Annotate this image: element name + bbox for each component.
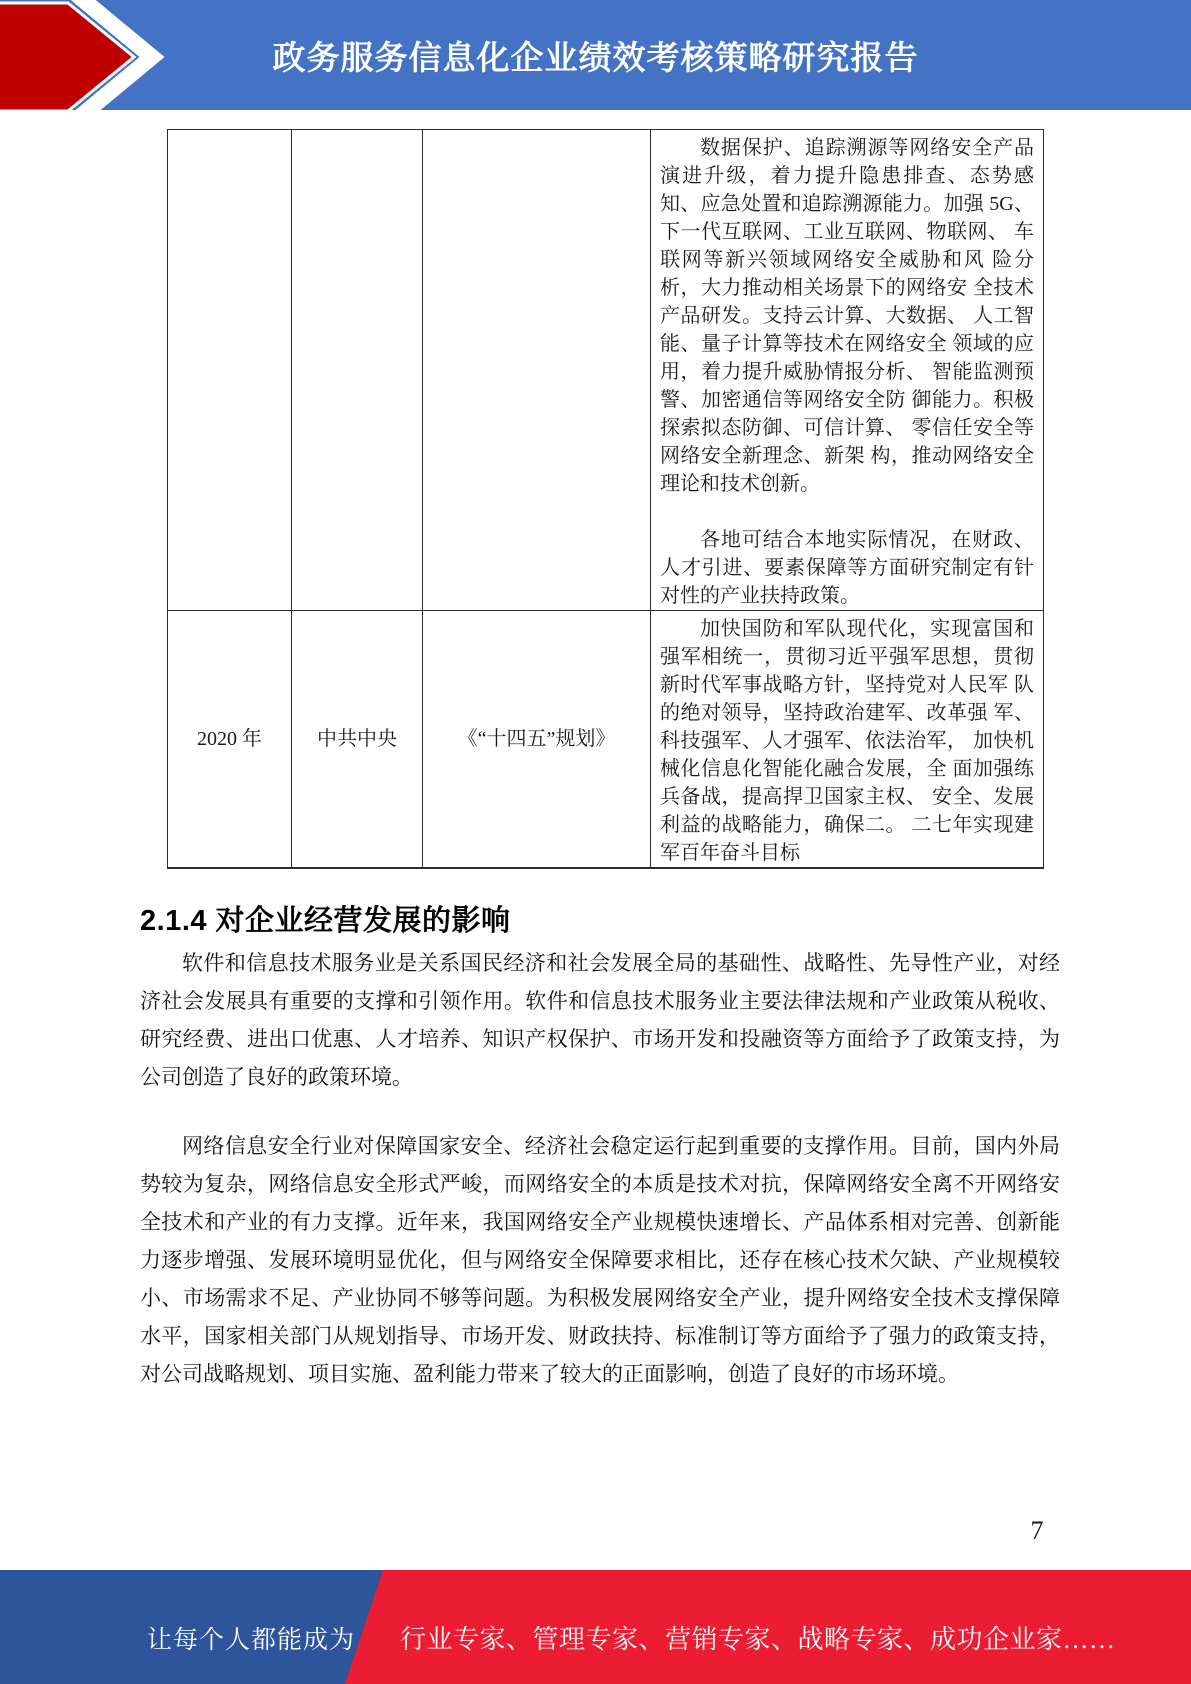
body-text <box>140 944 1060 1393</box>
cell-policy: 《“十四五”规划》 <box>423 611 651 869</box>
table-row <box>168 130 1044 611</box>
header-banner <box>0 0 1191 110</box>
policy-content-paragraph: 各地可结合本地实际情况，在财政、人才引进、要素保障等方面研究制定有针 对性的产业扶持政策。 <box>660 529 1034 607</box>
cell-policy <box>423 130 651 611</box>
cell-content <box>651 611 1044 869</box>
policy-content-paragraph: 数据保护、追踪溯源等网络安全产品演进升级，着力提升隐患排查、态势感知、应急处置和追踪溯源能力。加强 5G、 下一代互联网、工业互联网、物联网、 车联网等新兴领域网络安全威胁和风 险分析，大力推动相关场景下的网络安 全技术产品研发。支持云计算、大数据、 人工智能、量子计算等技术在网络安全 领域的应用，着力提升威胁情报分析、 智能监测预警、加密通信等网络安全防 御能力。积极探索拟态防御、可信计算、 零信任安全等网络安全新理念、新架 构，推动网络安全理论和技术创新。 <box>660 137 1034 495</box>
body-paragraph: 网络信息安全行业对保障国家安全、经济社会稳定运行起到重要的支撑作用。目前，国内外局势较为复杂，网络信息安全形式严峻，而网络安全的本质是技术对抗，保障网络安全离不开网络安全技术和产业的有力支撑。近年来，我国网络安全产业规模快速增长、产品体系相对完善、创新能力逐步增强、发展环境明显优化，但与网络安全保障要求相比，还存在核心技术欠缺、产业规模较小、市场需求不足、产业协同不够等问题。为积极发展网络安全产业，提升网络安全技术支撑保障水平，国家相关部门从规划指导、市场开发、财政扶持、标准制订等方面给予了强力的政策支持，对公司战略规划、项目实施、盈利能力带来了较大的正面影响，创造了良好的市场环境。 <box>140 1134 1060 1386</box>
report-title: 政务服务信息化企业绩效考核策略研究报告 <box>272 38 919 76</box>
footer-banner <box>0 1570 1191 1684</box>
footer-slogan-right: 行业专家、管理专家、营销专家、战略专家、成功企业家…… <box>400 1625 1116 1654</box>
section-heading: 2.1.4 对企业经营发展的影响 <box>140 905 511 937</box>
policy-content-paragraph: 加快国防和军队现代化，实现富国和强军相统一，贯彻习近平强军思想，贯彻 新时代军事战略方针，坚持党对人民军 队的绝对领导，坚持政治建军、改革强 军、科技强军、人才强军、依法治军， 加快机械化信息化智能化融合发展，全 面加强练兵备战，提高捍卫国家主权、 安全、发展利益的战略能力，确保二。 二七年实现建军百年奋斗目标 <box>660 618 1034 864</box>
body-paragraph: 软件和信息技术服务业是关系国民经济和社会发展全局的基础性、战略性、先导性产业，对经济社会发展具有重要的支撑和引领作用。软件和信息技术服务业主要法律法规和产业政策从税收、研究经费、进出口优惠、人才培养、知识产权保护、市场开发和投融资等方面给予了政策支持，为公司创造了良好的政策环境。 <box>140 951 1060 1089</box>
cell-issuer <box>292 130 423 611</box>
cell-year <box>168 130 292 611</box>
cell-year: 2020 年 <box>168 611 292 869</box>
cell-issuer: 中共中央 <box>292 611 423 869</box>
table-row <box>168 611 1044 869</box>
footer-slogan-left: 让每个人都能成为 <box>147 1627 356 1654</box>
policy-table <box>167 129 1044 869</box>
page-number: 7 <box>1030 1516 1044 1545</box>
cell-content <box>651 130 1044 611</box>
